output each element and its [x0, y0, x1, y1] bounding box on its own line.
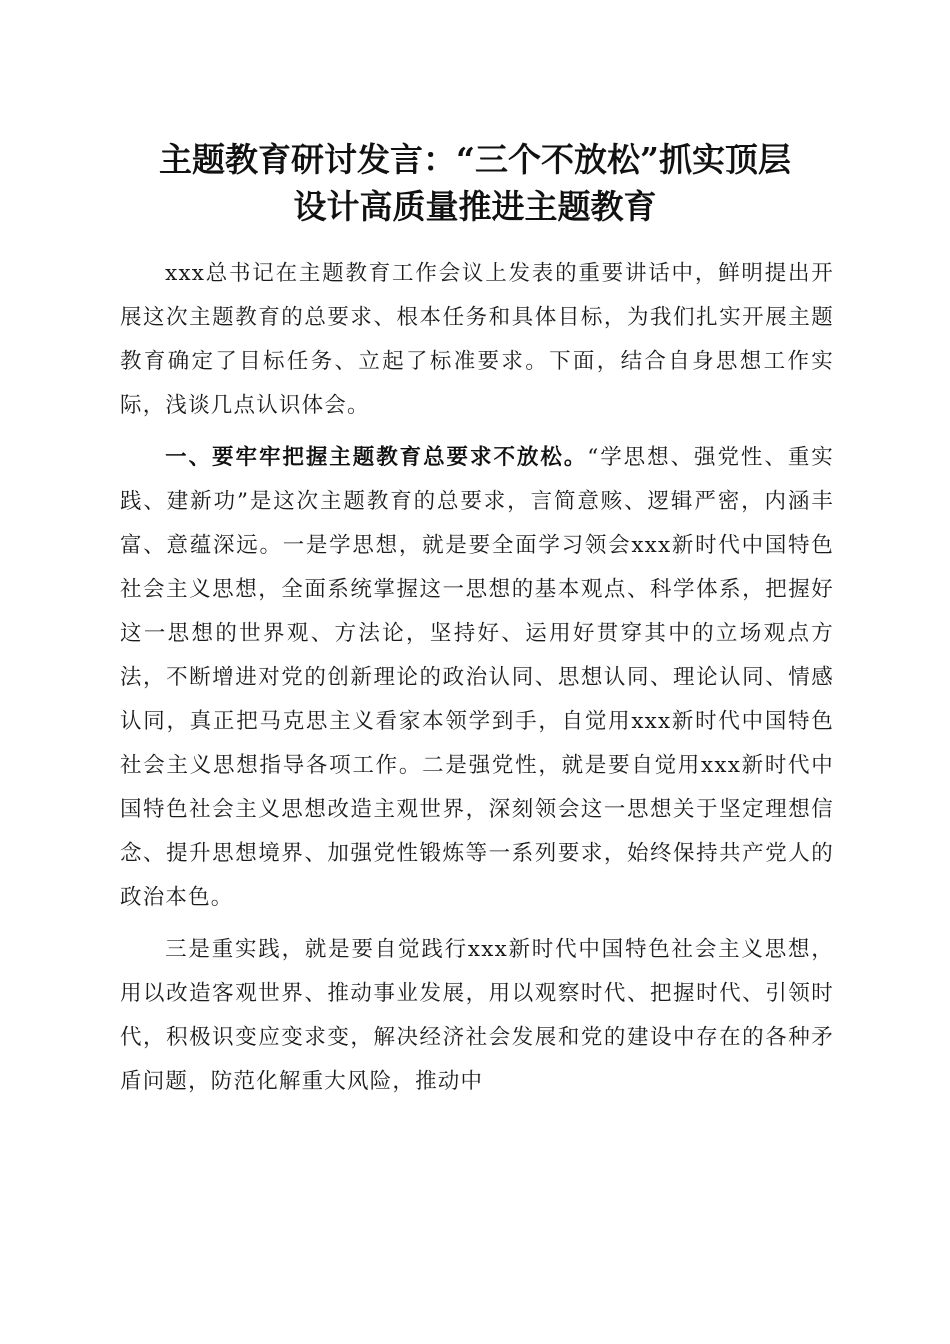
document-body [120, 252, 834, 1104]
paragraph-1-text: xxx总书记在主题教育工作会议上发表的重要讲话中，鲜明提出开展这次主题教育的总要求、根本任务和具体目标，为我们扎实开展主题教育确定了目标任务、立起了标准要求。下面，结合自身思想工作实际，浅谈几点认识体会。 [120, 261, 834, 418]
paragraph-3-text: 三是重实践，就是要自觉践行xxx新时代中国特色社会主义思想，用以改造客观世界、推动事业发展，用以观察时代、把握时代、引领时代，积极识变应变求变，解决经济社会发展和党的建设中存在的各种矛盾问题，防范化解重大风险，推动中 [120, 937, 834, 1094]
paragraph-2 [120, 436, 834, 920]
paragraph-3 [120, 928, 834, 1104]
document-title [95, 136, 855, 230]
title-line-2: 设计高质量推进主题教育 [293, 187, 657, 226]
section-1-heading: 一、要牢牢把握主题教育总要求不放松。 [165, 445, 588, 470]
paragraph-1 [120, 252, 834, 428]
title-line-1: 主题教育研讨发言：“三个不放松”抓实顶层 [159, 140, 791, 179]
paragraph-2-text: “学思想、强党性、重实践、建新功”是这次主题教育的总要求，言简意赅、逻辑严密，内涵丰富、意蕴深远。一是学思想，就是要全面学习领会xxx新时代中国特色社会主义思想，全面系统掌握这一思想的基本观点、科学体系，把握好这一思想的世界观、方法论，坚持好、运用好贯穿其中的立场观点方法，不断增进对党的创新理论的政治认同、思想认同、理论认同、情感认同，真正把马克思主义看家本领学到手，自觉用xxx新时代中国特色社会主义思想指导各项工作。二是强党性，就是要自觉用xxx新时代中国特色社会主义思想改造主观世界，深刻领会这一思想关于坚定理想信念、提升思想境界、加强党性锻炼等一系列要求，始终保持共产党人的政治本色。 [120, 445, 834, 910]
